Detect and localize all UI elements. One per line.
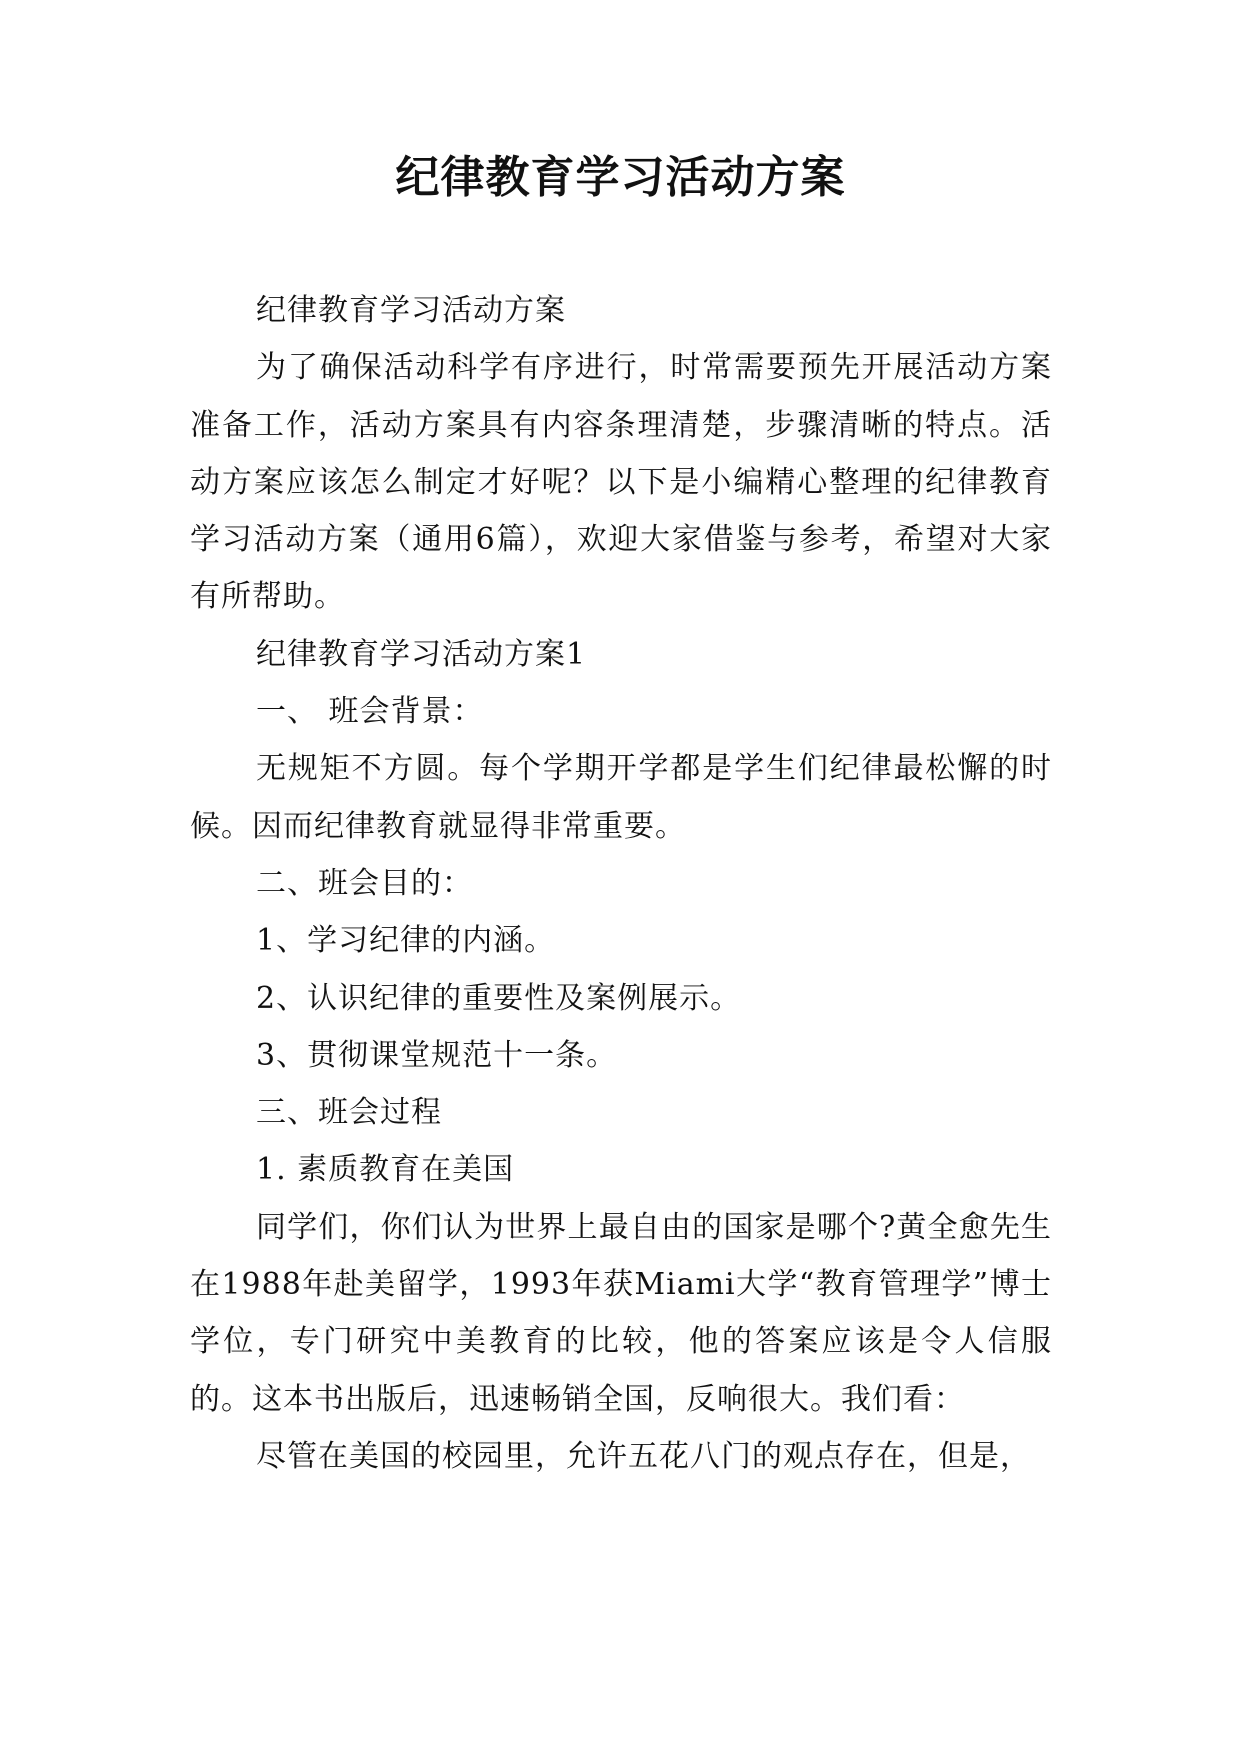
paragraph-section-heading: 纪律教育学习活动方案1 [256,636,587,672]
paragraph-intro: 为了确保活动科学有序进行，时常需要预先开展活动方案准备工作，活动方案具有内容条理清楚，步骤清晰的特点。活动方案应该怎么制定才好呢？以下是小编精心整理的纪律教育学习活动方案（通用6篇），欢迎大家借鉴与参考，希望对大家有所帮助。 [190,350,1052,615]
document-title: 纪律教育学习活动方案 [395,152,846,203]
paragraph-process-text: 同学们，你们认为世界上最自由的国家是哪个?黄全愈先生在1988年赴美留学，1993年获Miami大学“教育管理学”博士学位，专门研究中美教育的比较，他的答案应该是令人信服的。这本书出版后，迅速畅销全国，反响很大。我们看： [190,1209,1052,1417]
document-body [190,282,1052,1485]
paragraph-goal-heading: 二、班会目的： [256,865,473,901]
paragraph-background: 无规矩不方圆。每个学期开学都是学生们纪律最松懈的时候。因而纪律教育就显得非常重要。 [190,751,1052,844]
paragraph-subtitle: 纪律教育学习活动方案 [256,293,566,328]
paragraph-background-heading: 一、 班会背景： [256,694,484,730]
paragraph-goal-1: 1、学习纪律的内涵。 [256,923,556,959]
paragraph-continuation: 尽管在美国的校园里，允许五花八门的观点存在，但是， [256,1438,1031,1474]
paragraph-process-heading: 三、班会过程 [256,1095,442,1131]
paragraph-goal-3: 3、贯彻课堂规范十一条。 [256,1037,618,1073]
paragraph-process-item-1: 1. 素质教育在美国 [256,1152,515,1188]
paragraph-goal-2: 2、认识纪律的重要性及案例展示。 [256,980,742,1016]
